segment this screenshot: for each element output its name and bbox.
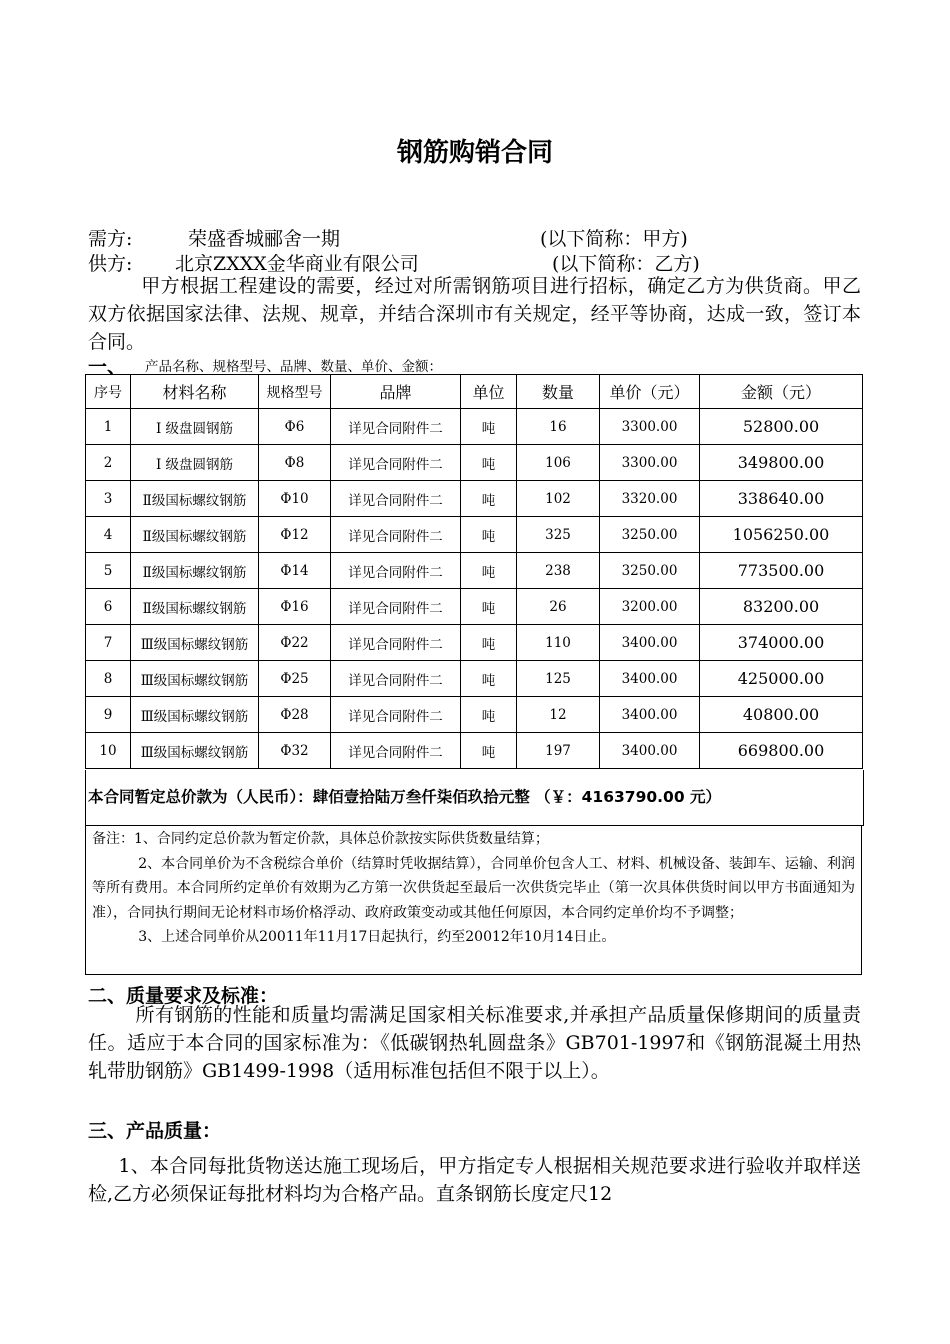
header-brand: 品牌: [331, 375, 461, 409]
cell-quantity: 26: [517, 589, 600, 625]
section1-title: 产品名称、规格型号、品牌、数量、单价、金额：: [145, 359, 442, 375]
cell-unit-price: 3400.00: [600, 661, 700, 697]
cell-material: Ⅱ级国标螺纹钢筋: [131, 553, 259, 589]
cell-unit: 吨: [461, 481, 517, 517]
seller-name: 北京ZXXX金华商业有限公司: [175, 253, 419, 275]
cell-spec: Φ8: [259, 445, 331, 481]
table-row: [86, 517, 863, 553]
cell-amount: 1056250.00: [700, 517, 863, 553]
cell-brand: 详见合同附件二: [331, 697, 461, 733]
cell-spec: Φ28: [259, 697, 331, 733]
cell-brand: 详见合同附件二: [331, 625, 461, 661]
cell-quantity: 102: [517, 481, 600, 517]
cell-quantity: 106: [517, 445, 600, 481]
cell-index: 6: [86, 589, 131, 625]
cell-unit: 吨: [461, 589, 517, 625]
cell-brand: 详见合同附件二: [331, 517, 461, 553]
cell-brand: 详见合同附件二: [331, 481, 461, 517]
header-spec: 规格型号: [259, 375, 331, 409]
cell-index: 7: [86, 625, 131, 661]
section3-body: 1、本合同每批货物送达施工现场后，甲方指定专人根据相关规范要求进行验收并取样送检,乙方必须保证每批材料均为合格产品。直条钢筋长度定尺12: [88, 1155, 861, 1205]
total-price: 本合同暂定总价款为（人民币）：肆佰壹拾陆万叁仟柒佰玖拾元整 （￥：4163790.00 元）: [85, 770, 864, 826]
cell-brand: 详见合同附件二: [331, 445, 461, 481]
cell-quantity: 12: [517, 697, 600, 733]
table-row: [86, 589, 863, 625]
cell-unit: 吨: [461, 517, 517, 553]
cell-unit-price: 3250.00: [600, 553, 700, 589]
cell-index: 3: [86, 481, 131, 517]
cell-brand: 详见合同附件二: [331, 553, 461, 589]
cell-material: Ⅰ 级盘圆钢筋: [131, 445, 259, 481]
table-row: [86, 697, 863, 733]
section2-title: 二、质量要求及标准：: [88, 985, 279, 1007]
cell-amount: 52800.00: [700, 409, 863, 445]
header-index: 序号: [86, 375, 131, 409]
table-row: [86, 445, 863, 481]
cell-spec: Φ10: [259, 481, 331, 517]
cell-amount: 669800.00: [700, 733, 863, 769]
cell-amount: 83200.00: [700, 589, 863, 625]
cell-unit: 吨: [461, 445, 517, 481]
section3-title: 三、产品质量：: [88, 1120, 222, 1142]
cell-index: 10: [86, 733, 131, 769]
cell-quantity: 238: [517, 553, 600, 589]
cell-material: Ⅲ级国标螺纹钢筋: [131, 625, 259, 661]
cell-unit: 吨: [461, 733, 517, 769]
header-unit: 单位: [461, 375, 517, 409]
note-2: 2、本合同单价为不含税综合单价（结算时凭收据结算），合同单价包含人工、材料、机械设备、装卸车、运输、利润等所有费用。本合同所约定单价有效期为乙方第一次供货起至最后一次供货完毕止（第一次具体供货时间以甲方书面通知为准），合同执行期间无论材料市场价格浮动、政府政策变动或其他任何原因，本合同约定单价均不予调整；: [92, 855, 855, 921]
cell-amount: 374000.00: [700, 625, 863, 661]
cell-material: Ⅱ级国标螺纹钢筋: [131, 589, 259, 625]
cell-amount: 338640.00: [700, 481, 863, 517]
cell-quantity: 110: [517, 625, 600, 661]
cell-index: 5: [86, 553, 131, 589]
table-row: [86, 553, 863, 589]
cell-brand: 详见合同附件二: [331, 409, 461, 445]
cell-unit-price: 3200.00: [600, 589, 700, 625]
section2-body: 所有钢筋的性能和质量均需满足国家相关标准要求,并承担产品质量保修期间的质量责任。适应于本合同的国家标准为：《低碳钢热轧圆盘条》GB701-1997和《钢筋混凝土用热轧带肋钢筋》GB1499-1998（适用标准包括但不限于以上）。: [88, 1004, 861, 1082]
cell-material: Ⅱ级国标螺纹钢筋: [131, 517, 259, 553]
cell-material: Ⅲ级国标螺纹钢筋: [131, 733, 259, 769]
cell-brand: 详见合同附件二: [331, 661, 461, 697]
table-row: [86, 409, 863, 445]
cell-unit-price: 3400.00: [600, 625, 700, 661]
table-row: [86, 661, 863, 697]
cell-material: Ⅱ级国标螺纹钢筋: [131, 481, 259, 517]
cell-unit-price: 3300.00: [600, 409, 700, 445]
cell-spec: Φ16: [259, 589, 331, 625]
cell-quantity: 197: [517, 733, 600, 769]
cell-amount: 349800.00: [700, 445, 863, 481]
cell-unit: 吨: [461, 661, 517, 697]
cell-index: 4: [86, 517, 131, 553]
notes-box: [85, 826, 862, 975]
cell-unit-price: 3400.00: [600, 697, 700, 733]
cell-unit: 吨: [461, 553, 517, 589]
document-title: 钢筋购销合同: [396, 138, 553, 168]
cell-brand: 详见合同附件二: [331, 733, 461, 769]
buyer-name: 荣盛香城郦舍一期: [188, 228, 341, 250]
cell-amount: 40800.00: [700, 697, 863, 733]
cell-material: Ⅲ级国标螺纹钢筋: [131, 661, 259, 697]
table-row: [86, 625, 863, 661]
table-header-row: [86, 375, 863, 409]
cell-spec: Φ25: [259, 661, 331, 697]
cell-spec: Φ22: [259, 625, 331, 661]
cell-brand: 详见合同附件二: [331, 589, 461, 625]
cell-unit: 吨: [461, 697, 517, 733]
table-row: [86, 481, 863, 517]
cell-material: Ⅲ级国标螺纹钢筋: [131, 697, 259, 733]
cell-index: 2: [86, 445, 131, 481]
cell-unit: 吨: [461, 409, 517, 445]
items-table: [85, 374, 863, 769]
seller-label: 供方:: [88, 253, 133, 275]
cell-unit-price: 3250.00: [600, 517, 700, 553]
cell-material: Ⅰ 级盘圆钢筋: [131, 409, 259, 445]
cell-unit-price: 3400.00: [600, 733, 700, 769]
cell-amount: 425000.00: [700, 661, 863, 697]
intro-paragraph: 甲方根据工程建设的需要，经过对所需钢筋项目进行招标，确定乙方为供货商。甲乙双方依据国家法律、法规、规章，并结合深圳市有关规定，经平等协商，达成一致，签订本合同。: [88, 275, 861, 353]
cell-index: 8: [86, 661, 131, 697]
buyer-alias: (以下简称：甲方): [540, 228, 688, 250]
seller-alias: (以下简称：乙方): [552, 253, 700, 275]
cell-spec: Φ14: [259, 553, 331, 589]
header-amount: 金额（元）: [700, 375, 863, 409]
note-3: 3、上述合同单价从20011年11月17日起执行，约至20012年10月14日止。: [138, 929, 616, 945]
cell-amount: 773500.00: [700, 553, 863, 589]
table-row: [86, 733, 863, 769]
cell-spec: Φ32: [259, 733, 331, 769]
cell-quantity: 125: [517, 661, 600, 697]
cell-spec: Φ6: [259, 409, 331, 445]
header-quantity: 数量: [517, 375, 600, 409]
cell-index: 9: [86, 697, 131, 733]
cell-spec: Φ12: [259, 517, 331, 553]
section1-number: 一、: [88, 356, 127, 378]
cell-unit-price: 3320.00: [600, 481, 700, 517]
header-unit-price: 单价（元）: [600, 375, 700, 409]
header-material: 材料名称: [131, 375, 259, 409]
cell-unit: 吨: [461, 625, 517, 661]
buyer-label: 需方:: [88, 228, 133, 250]
cell-unit-price: 3300.00: [600, 445, 700, 481]
cell-index: 1: [86, 409, 131, 445]
cell-quantity: 16: [517, 409, 600, 445]
note-1: 备注：1、合同约定总价款为暂定价款，具体总价款按实际供货数量结算；: [92, 831, 549, 847]
cell-quantity: 325: [517, 517, 600, 553]
